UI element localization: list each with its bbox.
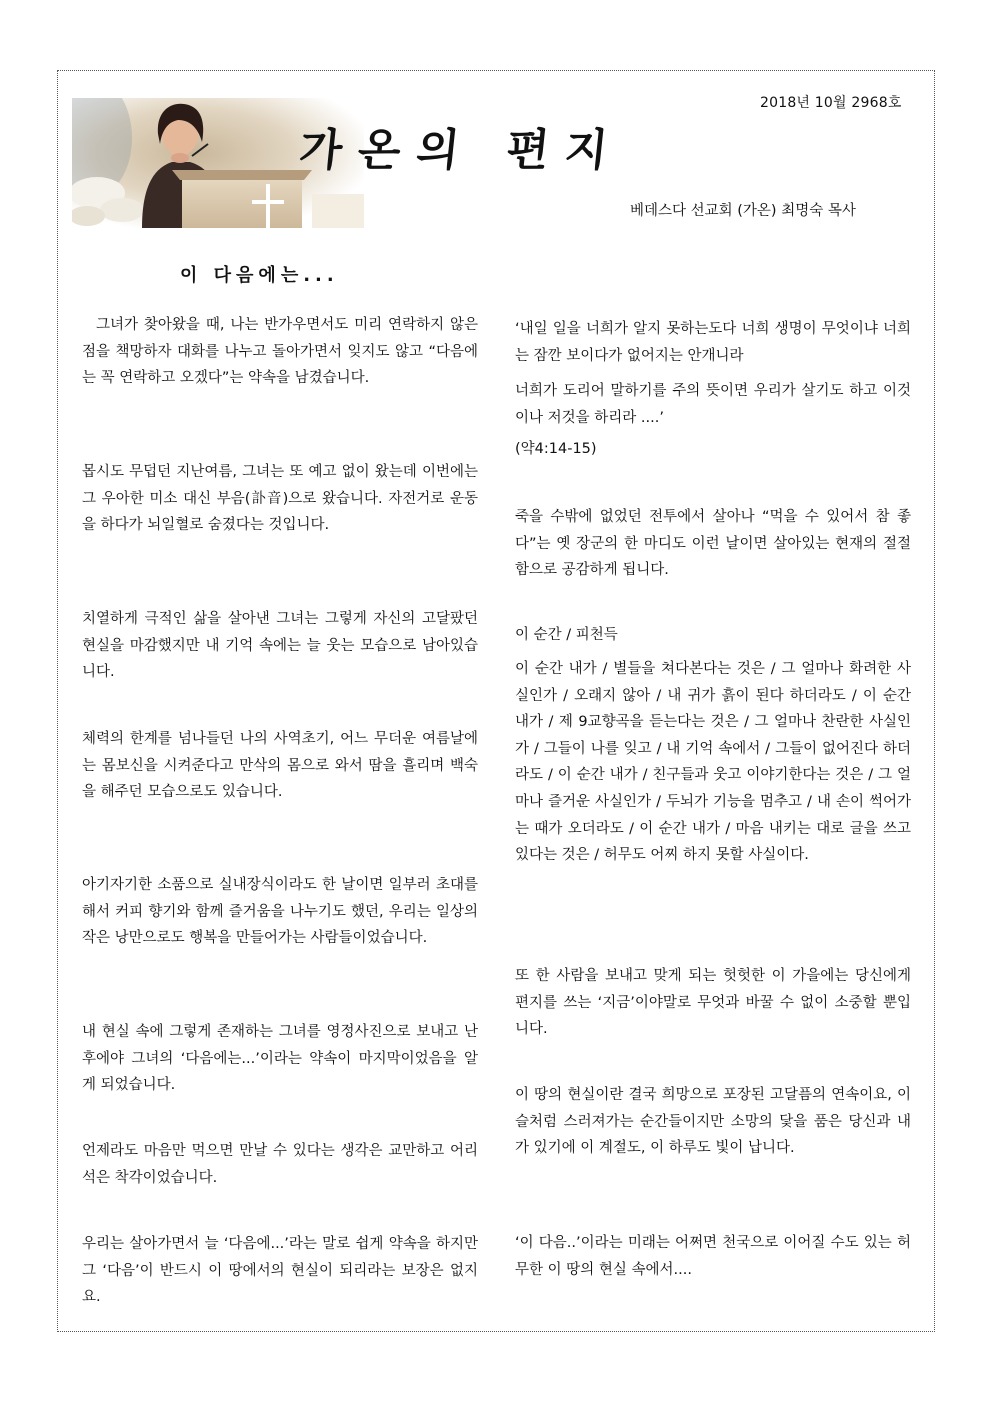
paragraph: 언제라도 마음만 먹으면 만날 수 있다는 생각은 교만하고 어리석은 착각이었습니다.: [82, 1143, 478, 1186]
scripture-reference: (약4:14-15): [515, 441, 597, 457]
paragraph: 이 땅의 현실이란 결국 희망으로 포장된 고달픔의 연속이요, 이슬처럼 스러져가는 순간들이지만 소망의 닻을 품은 당신과 내가 있기에 이 계절도, 이 하루도 빛이 납니다.: [515, 1087, 911, 1157]
paragraph: 체력의 한계를 넘나들던 나의 사역초기, 어느 무더운 여름날에는 몸보신을 시켜준다고 만삭의 몸으로 와서 땀을 흘리며 백숙을 해주던 모습으로도 있습니다.: [82, 731, 478, 801]
church-byline: 베데스다 선교회 (가온) 최명숙 목사: [630, 203, 856, 219]
paragraph: 내 현실 속에 그렇게 존재하는 그녀를 영정사진으로 보내고 난 후에야 그녀의 ‘다음에는...’이라는 약속이 마지막이었음을 알게 되었습니다.: [82, 1024, 478, 1094]
paragraph: 그녀가 찾아왔을 때, 나는 반가우면서도 미리 연락하지 않은 점을 책망하자 대화를 나누고 돌아가면서 잊지도 않고 “다음에는 꼭 연락하고 오겠다”는 약속을 남겼습니다.: [82, 317, 478, 387]
scripture-quote: ‘내일 일을 너희가 알지 못하는도다 너희 생명이 무엇이냐 너희는 잠깐 보이다가 없어지는 안개니라: [515, 321, 911, 364]
paragraph: 죽을 수밖에 없었던 전투에서 살아나 “먹을 수 있어서 참 좋다”는 옛 장군의 한 마디도 이런 날이면 살아있는 현재의 절절함으로 공감하게 됩니다.: [515, 509, 911, 579]
paragraph: 치열하게 극적인 삶을 살아낸 그녀는 그렇게 자신의 고달팠던 현실을 마감했지만 내 기억 속에는 늘 웃는 모습으로 남아있습니다.: [82, 611, 478, 681]
paragraph: ‘이 다음..’이라는 미래는 어쩌면 천국으로 이어질 수도 있는 허무한 이 땅의 현실 속에서....: [515, 1235, 911, 1278]
article-headline: 이 다음에는...: [180, 265, 339, 286]
paragraph: 아기자기한 소품으로 실내장식이라도 한 날이면 일부러 초대를 해서 커피 향기와 함께 즐거움을 나누기도 했던, 우리는 일상의 작은 낭만으로도 행복을 만들어가는 사람들이었습니다.: [82, 877, 478, 947]
newsletter-title: 가온의 편지: [296, 125, 627, 176]
paragraph: 우리는 살아가면서 늘 ‘다음에...’라는 말로 쉽게 약속을 하지만 그 ‘다음’이 반드시 이 땅에서의 현실이 되리라는 보장은 없지요.: [82, 1236, 478, 1306]
poem-text: 이 순간 내가 / 별들을 쳐다본다는 것은 / 그 얼마나 화려한 사실인가 / 오래지 않아 / 내 귀가 흙이 된다 하더라도 / 이 순간 내가 / 제 9교향곡을 듣는다는 것은 / 그 얼마나 찬란한 사실인가 / 그들이 나를 잊고 / 내 기억 속에서 / 그들이 없어진다 하더라도 / 이 순간 내가 / 친구들과 웃고 이야기한다는 것은 / 그 얼마나 즐거운 사실인가 / 두뇌가 기능을 멈추고 / 내 손이 썩어가는 때가 오더라도 / 이 순간 내가 / 마음 내키는 대로 글을 쓰고 있다는 것은 / 허무도 어찌 하지 못할 사실이다.: [515, 661, 911, 864]
paragraph: 몹시도 무덥던 지난여름, 그녀는 또 예고 없이 왔는데 이번에는 그 우아한 미소 대신 부음(訃音)으로 왔습니다. 자전거로 운동을 하다가 뇌일혈로 숨졌다는 것입니다.: [82, 464, 478, 534]
paragraph: 또 한 사람을 보내고 맞게 되는 헛헛한 이 가을에는 당신에게 편지를 쓰는 ‘지금’이야말로 무엇과 바꿀 수 없이 소중할 뿐입니다.: [515, 968, 911, 1038]
scripture-quote: 너희가 도리어 말하기를 주의 뜻이면 우리가 살기도 하고 이것이나 저것을 하리라 ....’: [515, 383, 911, 426]
issue-label: 2018년 10월 2968호: [760, 95, 902, 111]
poem-title: 이 순간 / 피천득: [515, 627, 618, 643]
